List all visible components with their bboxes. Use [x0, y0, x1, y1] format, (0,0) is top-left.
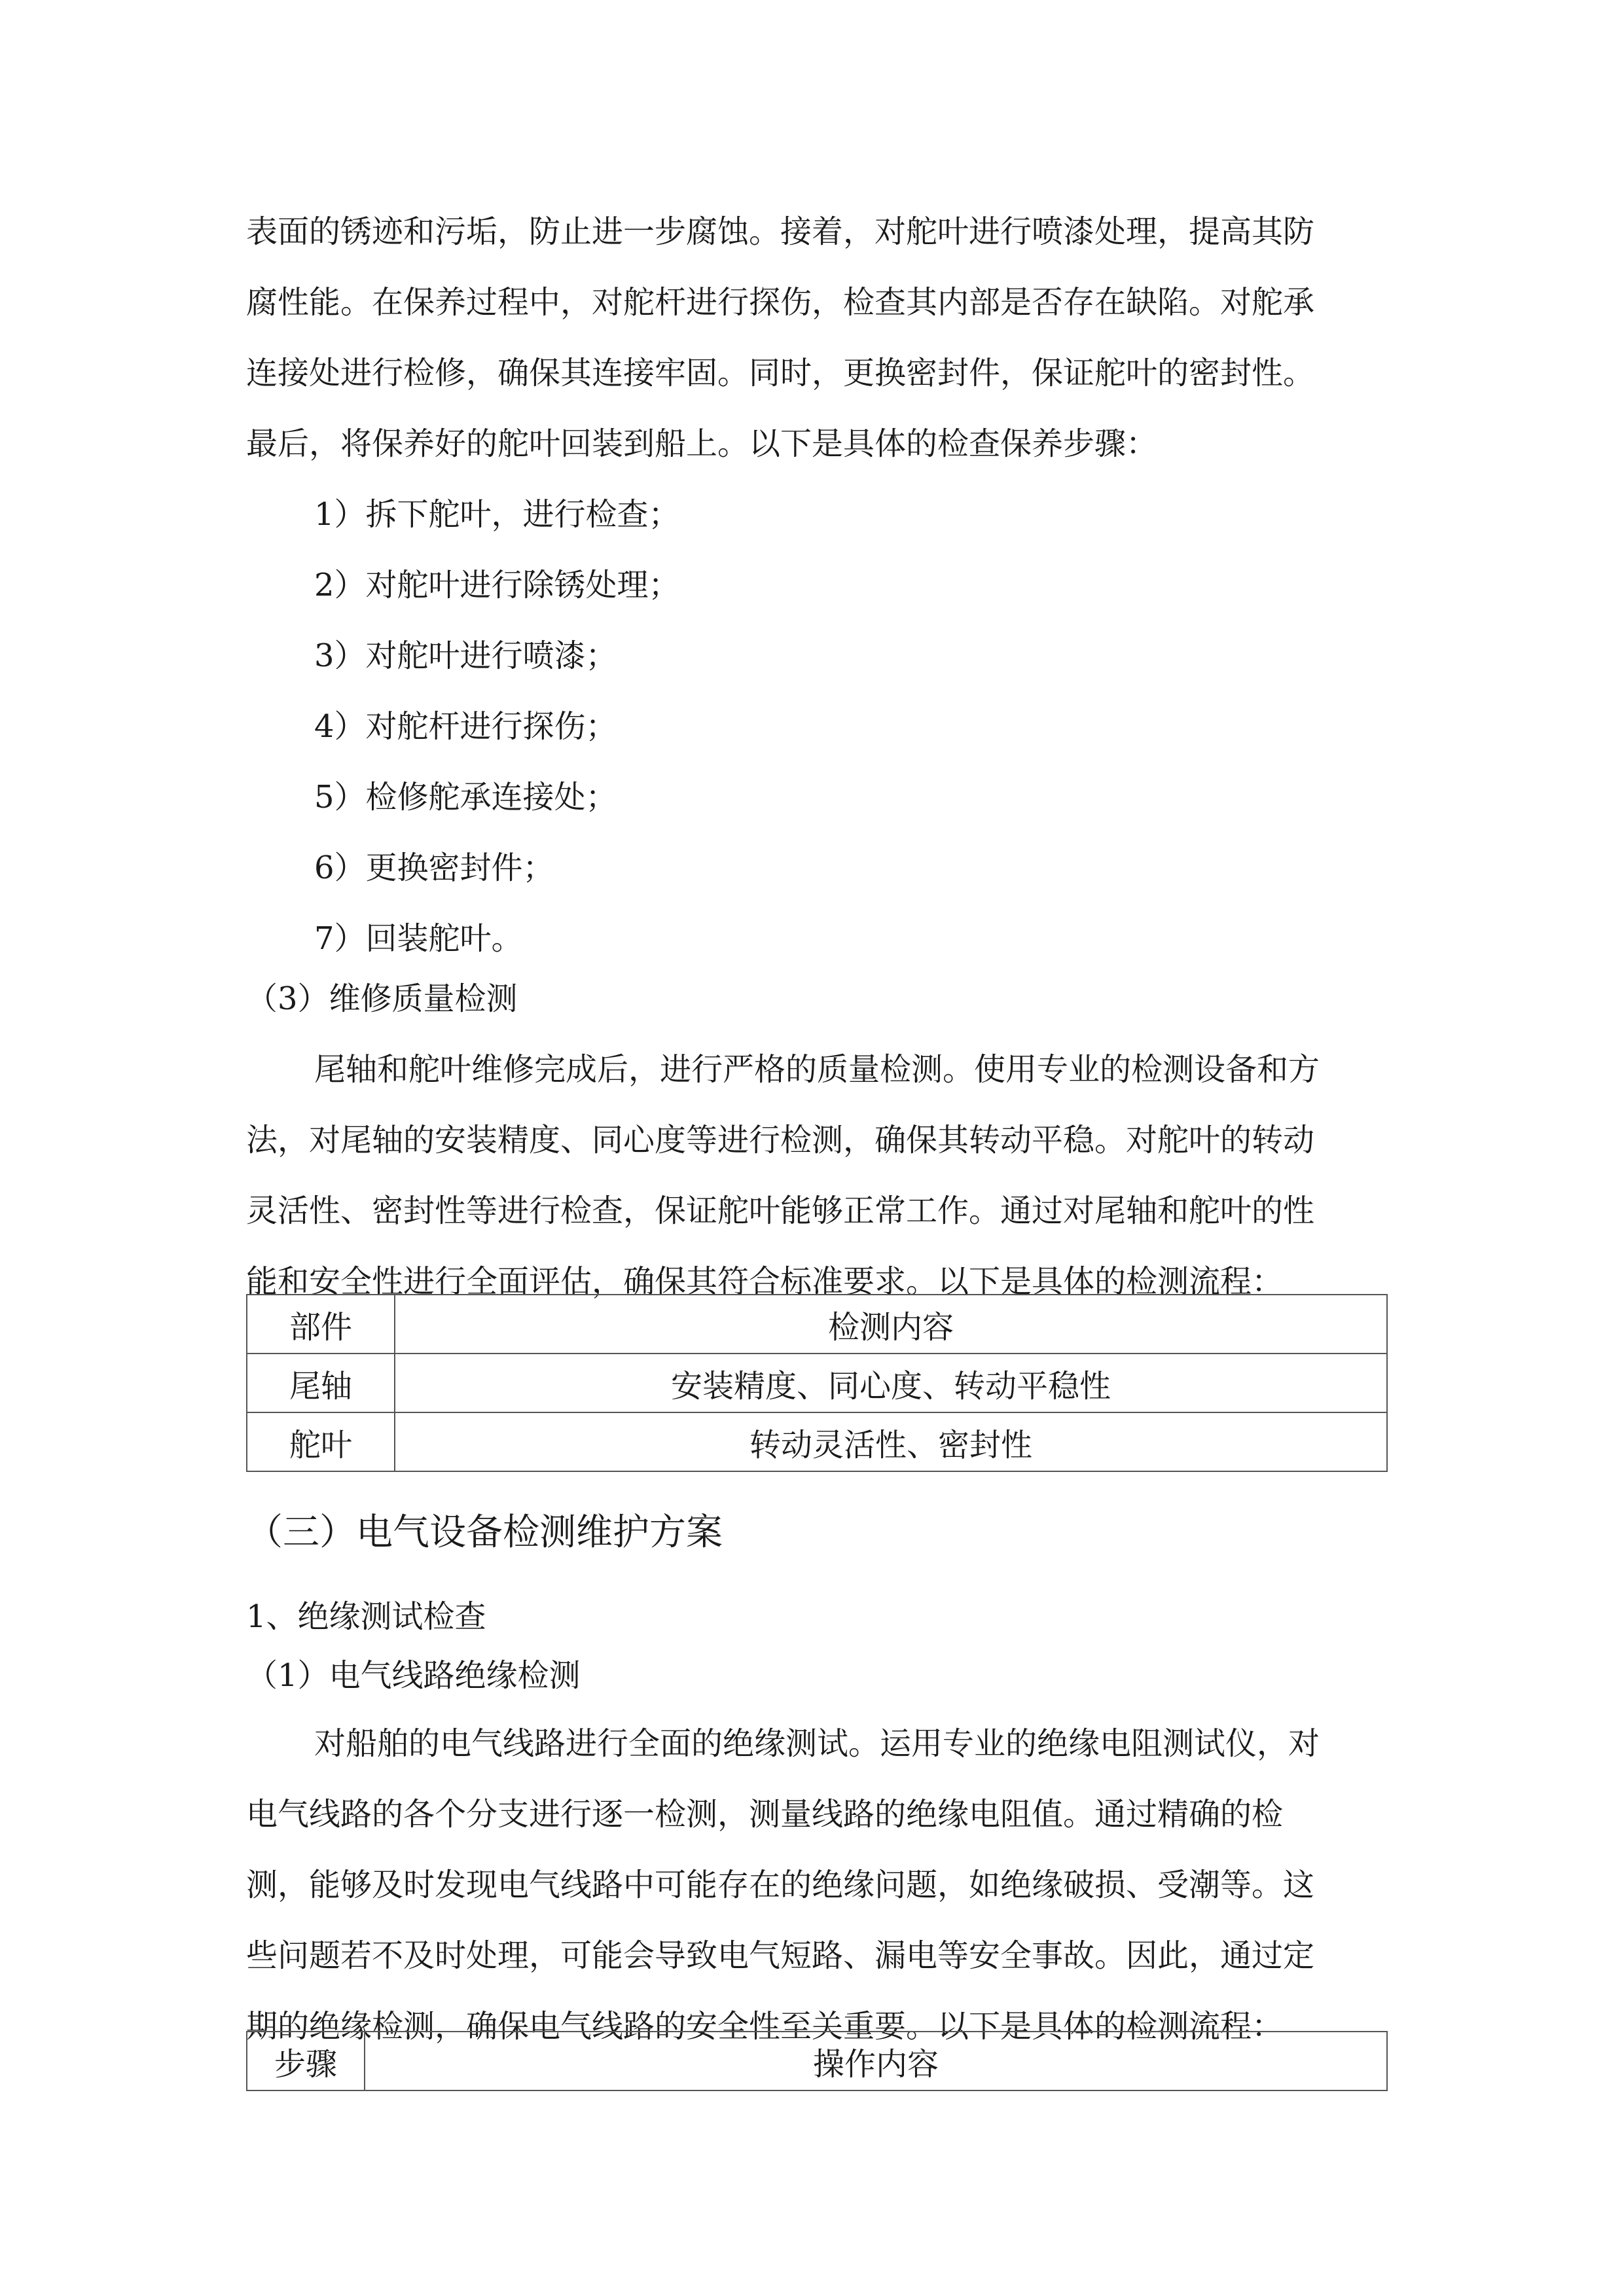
procedure-table: [246, 2031, 1388, 2091]
paragraph-line: 电气线路的各个分支进行逐一检测，测量线路的绝缘电阻值。通过精确的检: [246, 1796, 1284, 1833]
paragraph-line: 对船舶的电气线路进行全面的绝缘测试。运用专业的绝缘电阻测试仪，对: [314, 1725, 1320, 1762]
table-cell: 舵叶: [247, 1412, 395, 1471]
paragraph-line: 连接处进行检修，确保其连接牢固。同时，更换密封件，保证舵叶的密封性。: [246, 355, 1315, 391]
step-item: 6）更换密封件；: [314, 850, 554, 886]
table-header-row: [247, 1295, 1387, 1354]
section-title: （3）维修质量检测: [246, 980, 518, 1017]
table-cell: 转动灵活性、密封性: [395, 1412, 1387, 1471]
paragraph-line: 能和安全性进行全面评估，确保其符合标准要求。以下是具体的检测流程：: [246, 1263, 1284, 1300]
inspection-table: [246, 1294, 1388, 1472]
step-item: 4）对舵杆进行探伤；: [314, 708, 617, 745]
table-row: [247, 1354, 1387, 1412]
paragraph-line: 最后，将保养好的舵叶回装到船上。以下是具体的检查保养步骤：: [246, 425, 1158, 462]
step-item: 3）对舵叶进行喷漆；: [314, 637, 617, 674]
paragraph-line: 尾轴和舵叶维修完成后，进行严格的质量检测。使用专业的检测设备和方: [314, 1051, 1320, 1088]
table-cell: 安装精度、同心度、转动平稳性: [395, 1354, 1387, 1412]
paragraph-line: 腐性能。在保养过程中，对舵杆进行探伤，检查其内部是否存在缺陷。对舵承: [246, 284, 1315, 321]
table-header-cell: 操作内容: [365, 2032, 1387, 2090]
table-header-cell: 检测内容: [395, 1295, 1387, 1354]
step-item: 5）检修舵承连接处；: [314, 779, 617, 816]
paragraph-line: 表面的锈迹和污垢，防止进一步腐蚀。接着，对舵叶进行喷漆处理，提高其防: [246, 213, 1315, 250]
subsubsection-title: （1）电气线路绝缘检测: [246, 1657, 581, 1694]
paragraph-line: 期的绝缘检测，确保电气线路的安全性至关重要。以下是具体的检测流程：: [246, 2008, 1284, 2045]
paragraph-line: 测，能够及时发现电气线路中可能存在的绝缘问题，如绝缘破损、受潮等。这: [246, 1867, 1315, 1903]
table-row: [247, 1412, 1387, 1471]
step-item: 1）拆下舵叶，进行检查；: [314, 496, 680, 533]
table-header-row: [247, 2032, 1387, 2090]
subsection-title: 1、绝缘测试检查: [246, 1598, 486, 1635]
table-header-cell: 步骤: [247, 2032, 365, 2090]
paragraph-line: 法，对尾轴的安装精度、同心度等进行检测，确保其转动平稳。对舵叶的转动: [246, 1122, 1315, 1158]
table-cell: 尾轴: [247, 1354, 395, 1412]
table-header-cell: 部件: [247, 1295, 395, 1354]
step-item: 7）回装舵叶。: [314, 920, 523, 957]
chapter-title: （三）电气设备检测维护方案: [246, 1511, 723, 1554]
step-item: 2）对舵叶进行除锈处理；: [314, 567, 680, 603]
paragraph-line: 些问题若不及时处理，可能会导致电气短路、漏电等安全事故。因此，通过定: [246, 1937, 1315, 1974]
paragraph-line: 灵活性、密封性等进行检查，保证舵叶能够正常工作。通过对尾轴和舵叶的性: [246, 1193, 1315, 1229]
